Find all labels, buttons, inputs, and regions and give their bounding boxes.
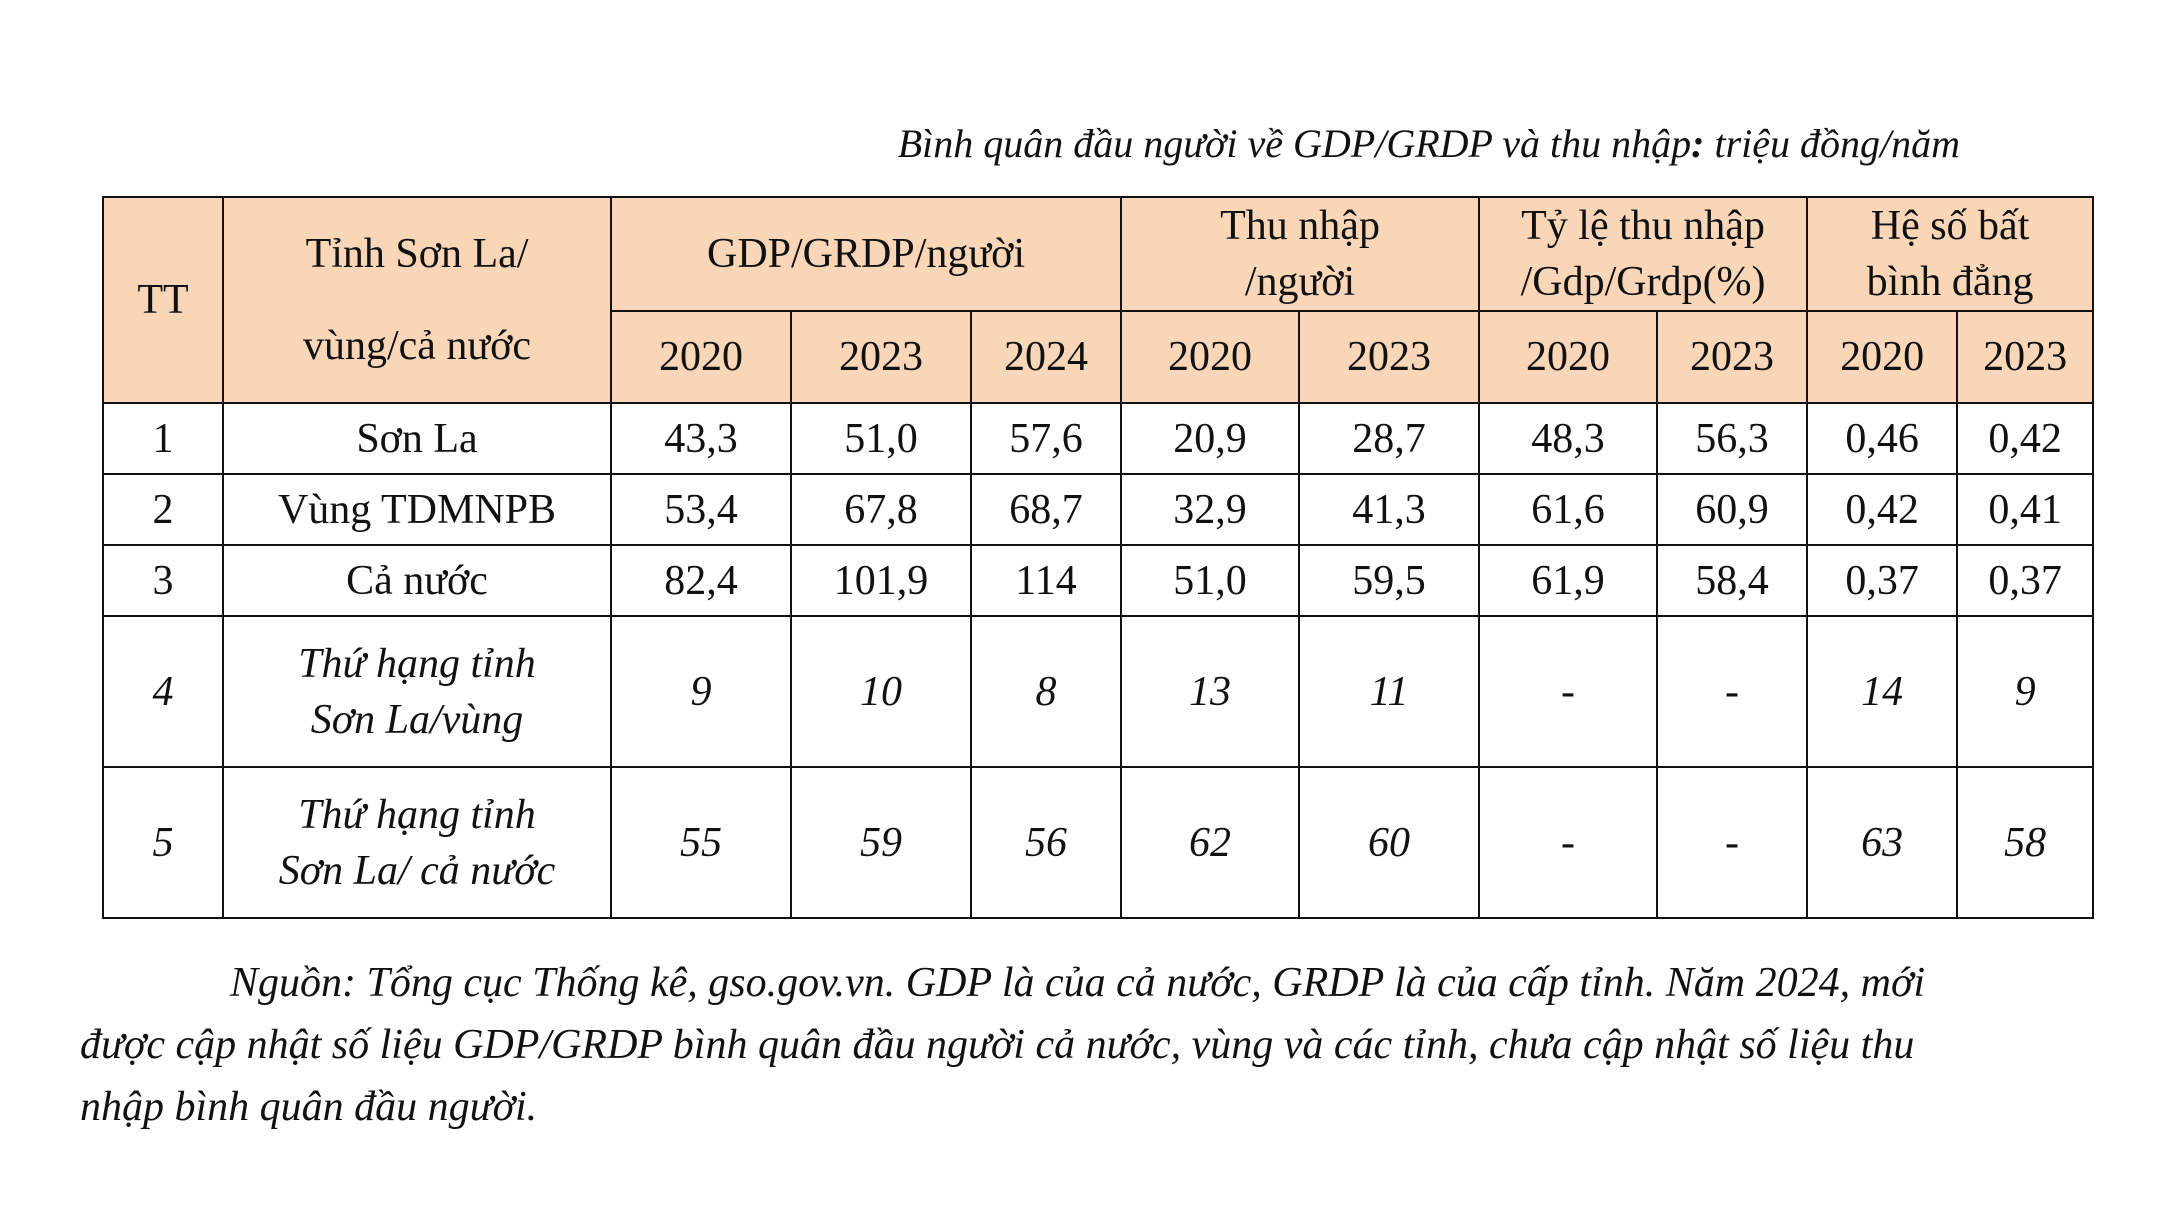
table-cell: 82,4 [611, 545, 791, 616]
table-cell: 63 [1807, 767, 1957, 918]
table-cell: 56,3 [1657, 403, 1807, 474]
header-group-ratio-line2: /Gdp/Grdp(%) [1520, 259, 1766, 305]
table-cell: 0,42 [1807, 474, 1957, 545]
table-cell: 62 [1121, 767, 1299, 918]
header-year-income-2023: 2023 [1299, 311, 1479, 403]
table-row-ca-nuoc [103, 545, 2093, 616]
table-cell: - [1657, 616, 1807, 767]
table-cell: - [1479, 767, 1657, 918]
header-year-gdp-2020: 2020 [611, 311, 791, 403]
header-year-gini-2020: 2020 [1807, 311, 1957, 403]
header-year-ratio-2020: 2020 [1479, 311, 1657, 403]
header-group-income-line2: /người [1244, 259, 1356, 305]
header-group-income [1121, 197, 1479, 311]
table-cell: - [1479, 616, 1657, 767]
row-name [223, 616, 611, 767]
row-name-line2: Sơn La/ cả nước [278, 847, 556, 894]
table-cell: 11 [1299, 616, 1479, 767]
row-tt: 3 [103, 545, 223, 616]
table-cell: 41,3 [1299, 474, 1479, 545]
unit-caption-prefix: Bình quân đầu người về GDP/GRDP và thu nhập [897, 121, 1692, 166]
header-year-gini-2023: 2023 [1957, 311, 2093, 403]
row-name: Sơn La [223, 403, 611, 474]
table-cell: 43,3 [611, 403, 791, 474]
row-name-line1: Thứ hạng tỉnh [298, 791, 536, 838]
header-group-gini [1807, 197, 2093, 311]
table-row-rank-region [103, 616, 2093, 767]
header-group-gdp: GDP/GRDP/người [611, 197, 1121, 311]
table-cell: 51,0 [1121, 545, 1299, 616]
table-cell: 61,9 [1479, 545, 1657, 616]
table-cell: 14 [1807, 616, 1957, 767]
row-tt: 2 [103, 474, 223, 545]
table-cell: 51,0 [791, 403, 971, 474]
row-name: Cả nước [223, 545, 611, 616]
row-name-line1: Thứ hạng tỉnh [298, 640, 536, 687]
row-name: Vùng TDMNPB [223, 474, 611, 545]
header-group-ratio [1479, 197, 1807, 311]
header-name-line2: vùng/cả nước [302, 323, 532, 369]
table-cell: 114 [971, 545, 1121, 616]
unit-caption [0, 120, 1960, 168]
table-cell: 58 [1957, 767, 2093, 918]
header-year-income-2020: 2020 [1121, 311, 1299, 403]
table-row-son-la [103, 403, 2093, 474]
table-cell: 68,7 [971, 474, 1121, 545]
table-cell: 55 [611, 767, 791, 918]
row-name [223, 767, 611, 918]
unit-caption-unit: triệu đồng/năm [1714, 121, 1960, 166]
header-group-income-line1: Thu nhập [1220, 203, 1380, 249]
table-cell: 67,8 [791, 474, 971, 545]
table-cell: 58,4 [1657, 545, 1807, 616]
row-tt: 4 [103, 616, 223, 767]
table-cell: 60,9 [1657, 474, 1807, 545]
header-row-groups [103, 197, 2093, 311]
table-cell: 0,37 [1807, 545, 1957, 616]
table-cell: 56 [971, 767, 1121, 918]
table-cell: 101,9 [791, 545, 971, 616]
table-cell: 57,6 [971, 403, 1121, 474]
table-cell: 48,3 [1479, 403, 1657, 474]
table-cell: 28,7 [1299, 403, 1479, 474]
table-cell: 59 [791, 767, 971, 918]
header-group-gini-line2: bình đẳng [1866, 259, 2034, 305]
table-cell: 0,42 [1957, 403, 2093, 474]
table-cell: 9 [1957, 616, 2093, 767]
table-cell: 0,41 [1957, 474, 2093, 545]
header-year-gdp-2023: 2023 [791, 311, 971, 403]
table-cell: 0,37 [1957, 545, 2093, 616]
table-cell: 61,6 [1479, 474, 1657, 545]
header-tt: TT [103, 197, 223, 403]
row-name-line2: Sơn La/vùng [310, 696, 524, 743]
unit-caption-separator: : [1691, 121, 1715, 166]
source-note: Nguồn: Tổng cục Thống kê, gso.gov.vn. GDP là của cả nước, GRDP là của cấp tỉnh. Năm 2024, mới được cập nhật số liệu GDP/GRDP bình quân đầu người cả nước, vùng và các tỉnh, chưa cập nhật số liệu thu nhập bình quân đầu người. [80, 960, 1926, 1130]
header-year-ratio-2023: 2023 [1657, 311, 1807, 403]
row-tt: 5 [103, 767, 223, 918]
header-year-gdp-2024: 2024 [971, 311, 1121, 403]
table-cell: 32,9 [1121, 474, 1299, 545]
table-row-rank-nation [103, 767, 2093, 918]
table-row-vung-tdmnpb [103, 474, 2093, 545]
table-cell: 10 [791, 616, 971, 767]
statistics-table [102, 196, 2094, 919]
header-group-ratio-line1: Tỷ lệ thu nhập [1521, 203, 1765, 249]
table-cell: - [1657, 767, 1807, 918]
table-cell: 13 [1121, 616, 1299, 767]
table-cell: 59,5 [1299, 545, 1479, 616]
table-cell: 8 [971, 616, 1121, 767]
table-cell: 53,4 [611, 474, 791, 545]
header-group-gini-line1: Hệ số bất [1870, 203, 2030, 249]
table-cell: 20,9 [1121, 403, 1299, 474]
header-name [223, 197, 611, 403]
table-cell: 0,46 [1807, 403, 1957, 474]
row-tt: 1 [103, 403, 223, 474]
header-name-line1: Tỉnh Sơn La/ [305, 231, 529, 277]
table-cell: 60 [1299, 767, 1479, 918]
table-cell: 9 [611, 616, 791, 767]
